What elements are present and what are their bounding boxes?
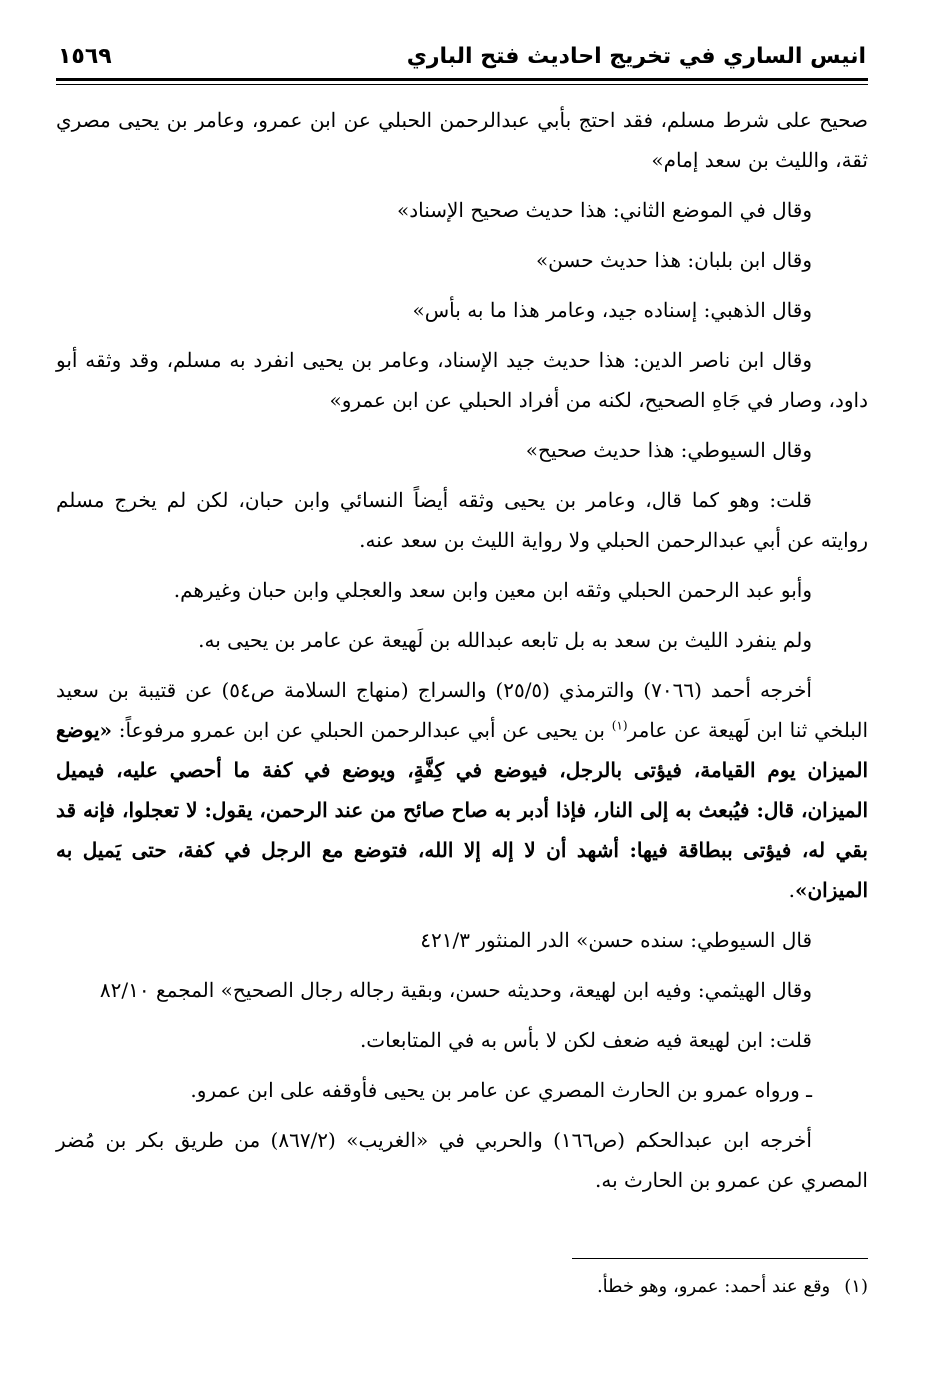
- paragraph-3: وقال ابن بلبان: هذا حديث حسن»: [535, 248, 812, 272]
- paragraph-10-end: .: [788, 878, 795, 902]
- footnote-ref[interactable]: (١): [611, 718, 628, 733]
- paragraph-12: وقال الهيثمي: وفيه ابن لهيعة، وحديثه حسن، وبقية رجاله رجال الصحيح» المجمع ٨٢/١٠: [99, 978, 812, 1002]
- paragraph-7: قلت: وهو كما قال، وعامر بن يحيى وثقه أيضاً النسائي وابن حبان، لكن لم يخرج مسلم روايته عن أبي عبدالرحمن الحبلي ولا رواية الليث بن سعد عنه.: [56, 488, 868, 552]
- footnote-text: وقع عند أحمد: عمرو، وهو خطأ.: [596, 1276, 831, 1297]
- paragraph-8: وأبو عبد الرحمن الحبلي وثقه ابن معين وابن سعد والعجلي وابن حبان وغيرهم.: [173, 578, 812, 602]
- footnote-separator: [572, 1258, 868, 1259]
- page-number: ١٥٦٩: [58, 43, 112, 69]
- hadith-text: «يوضع الميزان يوم القيامة، فيؤتى بالرجل، فيوضع في كِفَّةٍ، ويوضع في كفة ما أحصي عليه، فيميل الميزان، قال: فيُبعث به إلى النار، فإذا أدبر به صاح صائح من عند الرحمن، يقول: لا تعجلوا، فإنه قد بقي له، فيؤتى ببطاقة فيها: أشهد أن لا إله إلا الله، فتوضع مع الرجل في كفة، حتى يَميل به الميزان»: [56, 718, 868, 902]
- paragraph-11: قال السيوطي: سنده حسن» الدر المنثور ٤٢١/٣: [420, 928, 812, 952]
- paragraph-1: صحيح على شرط مسلم، فقد احتج بأبي عبدالرحمن الحبلي عن ابن عمرو، وعامر بن يحيى مصري ثقة، والليث بن سعد إمام»: [56, 108, 868, 172]
- paragraph-10: [56, 670, 868, 910]
- paragraph-2: وقال في الموضع الثاني: هذا حديث صحيح الإسناد»: [397, 198, 812, 222]
- paragraph-10-intro: أخرجه أحمد (٧٠٦٦) والترمذي (٢٥/٥) والسراج (منهاج السلامة ص٥٤) عن قتيبة بن سعيد البلخي ثنا ابن لَهيعة عن عامر: [56, 678, 868, 742]
- paragraph-15: أخرجه ابن عبدالحكم (ص١٦٦) والحربي في «الغريب» (٨٦٧/٢) من طريق بكر بن مُضر المصري عن عمرو بن الحارث به.: [56, 1128, 868, 1192]
- paragraph-14: ـ ورواه عمرو بن الحارث المصري عن عامر بن يحيى فأوقفه على ابن عمرو.: [190, 1078, 812, 1102]
- paragraph-5: وقال ابن ناصر الدين: هذا حديث جيد الإسناد، وعامر بن يحيى انفرد به مسلم، وقد وثقه أبو داود، وصار في جَاهِ الصحيح، لكنه من أفراد الحبلي عن ابن عمرو»: [56, 348, 868, 412]
- header-rule-thick: [56, 78, 868, 81]
- footnote-number: (١): [844, 1276, 868, 1297]
- paragraph-4: وقال الذهبي: إسناده جيد، وعامر هذا ما به بأس»: [412, 298, 812, 322]
- main-text: [56, 100, 868, 1210]
- page-header: [58, 36, 866, 76]
- paragraph-9: ولم ينفرد الليث بن سعد به بل تابعه عبدالله بن لَهيعة عن عامر بن يحيى به.: [198, 628, 812, 652]
- header-rule-thin: [56, 84, 868, 85]
- running-title: انيس الساري في تخريج احاديث فتح الباري: [406, 43, 866, 69]
- paragraph-10-chain: بن يحيى عن أبي عبدالرحمن الحبلي عن ابن عمرو مرفوعاً:: [112, 718, 612, 742]
- paragraph-6: وقال السيوطي: هذا حديث صحيح»: [525, 438, 812, 462]
- paragraph-13: قلت: ابن لهيعة فيه ضعف لكن لا بأس به في المتابعات.: [359, 1028, 812, 1052]
- footnote: [78, 1272, 868, 1302]
